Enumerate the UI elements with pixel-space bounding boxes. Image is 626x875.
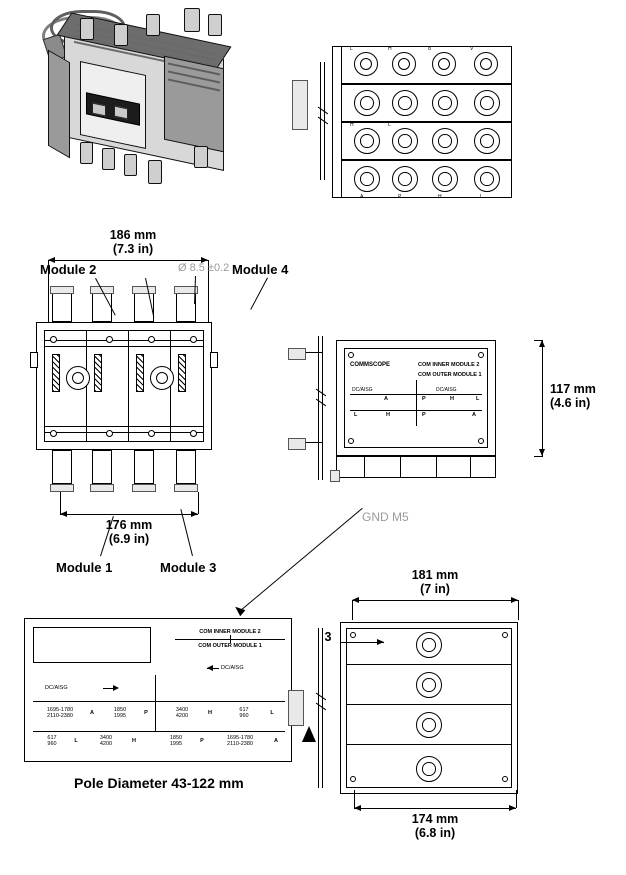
side-port-h-top: H bbox=[450, 396, 454, 402]
detail-header-1: COM INNER MODULE 2 bbox=[199, 629, 261, 635]
rear-port-label-r3c2: L bbox=[388, 122, 391, 128]
detail-r1-p1: A bbox=[90, 710, 94, 716]
top-view-port-2 bbox=[416, 672, 442, 698]
detail-r2-p2: H bbox=[132, 738, 136, 744]
rear-port-label-r1c1: L bbox=[350, 46, 353, 52]
detail-header-2: COM OUTER MODULE 1 bbox=[198, 643, 262, 649]
top-view-port-1 bbox=[416, 632, 442, 658]
rear-port-label-r1c4: V bbox=[470, 46, 474, 52]
detail-r2-f1: 617 960 bbox=[47, 735, 57, 747]
side-port-a-top: A bbox=[384, 396, 388, 402]
detail-r1-f1-line1: 1695-1780 bbox=[46, 707, 74, 713]
side-dc-right: DC/AISG bbox=[436, 387, 457, 393]
side-port-p-bot: P bbox=[422, 412, 426, 418]
dim-width-right-bottom bbox=[340, 790, 530, 838]
top-view-port-4 bbox=[416, 756, 442, 782]
dim-174-imperial: (6.8 in) bbox=[414, 826, 456, 840]
rear-port-label-r3c1: H bbox=[350, 122, 354, 128]
callout-module-3: Module 3 bbox=[160, 560, 217, 575]
detail-r1-f3: 3400 4200 bbox=[175, 707, 189, 719]
detail-dc-left: DC/AISG bbox=[45, 685, 68, 691]
dim-181-metric: 181 mm bbox=[411, 568, 459, 582]
detail-r2-f4: 1695-1780 2110-2380 bbox=[226, 735, 254, 747]
callout-module-4: Module 4 bbox=[232, 262, 289, 277]
dim-174-metric: 174 mm bbox=[411, 812, 459, 826]
dim-offset-3 bbox=[318, 630, 398, 654]
rear-port-label-r1c2: H bbox=[388, 46, 392, 52]
gnd-note: GND M5 bbox=[362, 510, 409, 524]
detail-r1-f2: 1850 1995 bbox=[113, 707, 127, 719]
detail-r1-p4: L bbox=[270, 710, 274, 716]
side-label-line2: COM OUTER MODULE 1 bbox=[418, 372, 482, 378]
top-view-bracket bbox=[288, 690, 304, 726]
dim-117-imperial: (4.6 in) bbox=[550, 396, 591, 410]
detail-dc-right: DC/AISG bbox=[221, 665, 244, 671]
dim-186-metric: 186 mm bbox=[109, 228, 157, 242]
rear-port-label-r4c4: L bbox=[480, 194, 483, 200]
rear-port-label-r4c3: H bbox=[438, 194, 442, 200]
side-dc-left: DC/AISG bbox=[352, 387, 373, 393]
side-port-p-top: P bbox=[422, 396, 426, 402]
pointer-triangle bbox=[302, 726, 316, 742]
detail-r1-f1 bbox=[37, 707, 83, 719]
callout-module-2: Module 2 bbox=[40, 262, 97, 277]
detail-r1-f4: 617 960 bbox=[239, 707, 249, 719]
dim-117-metric: 117 mm bbox=[550, 382, 596, 396]
pole-diameter-note: Pole Diameter 43-122 mm bbox=[74, 775, 244, 791]
rear-port-label-r4c2: P bbox=[398, 194, 402, 200]
detail-r2-p3: P bbox=[200, 738, 204, 744]
detail-r1-p2: P bbox=[144, 710, 148, 716]
detail-r1-p3: H bbox=[208, 710, 212, 716]
dim-186-imperial: (7.3 in) bbox=[112, 242, 154, 256]
detail-r2-f2: 3400 4200 bbox=[99, 735, 113, 747]
top-view-port-3 bbox=[416, 712, 442, 738]
detail-r2-f3: 1850 1995 bbox=[169, 735, 183, 747]
dim-3-value: 3 bbox=[324, 630, 332, 644]
detail-r2-p1: L bbox=[74, 738, 78, 744]
side-port-l-top: L bbox=[476, 396, 480, 402]
detail-blank-window bbox=[33, 627, 151, 663]
side-port-l-bot: L bbox=[354, 412, 358, 418]
detail-r2-p4: A bbox=[274, 738, 278, 744]
dim-176-imperial: (6.9 in) bbox=[108, 532, 150, 546]
callout-module-1: Module 1 bbox=[56, 560, 113, 575]
rear-port-label-r4c1: A bbox=[360, 194, 364, 200]
brand-label: COMMSCOPE bbox=[350, 362, 391, 368]
side-label-line1: COM INNER MODULE 2 bbox=[418, 362, 480, 368]
top-view-break-symbol bbox=[312, 692, 332, 718]
side-port-a-bot: A bbox=[472, 412, 476, 418]
hole-diameter-note: Ø 8.5 ±0.2 bbox=[178, 262, 230, 274]
connector-label-detail bbox=[24, 618, 292, 762]
dim-181-imperial: (7 in) bbox=[420, 582, 450, 596]
dim-width-right-top bbox=[340, 568, 530, 612]
side-port-h-bot: H bbox=[386, 412, 390, 418]
rear-port-label-r1c3: d bbox=[428, 46, 431, 52]
dim-176-metric: 176 mm bbox=[105, 518, 153, 532]
detail-r1-f1-line2: 2110-2380 bbox=[47, 713, 73, 719]
